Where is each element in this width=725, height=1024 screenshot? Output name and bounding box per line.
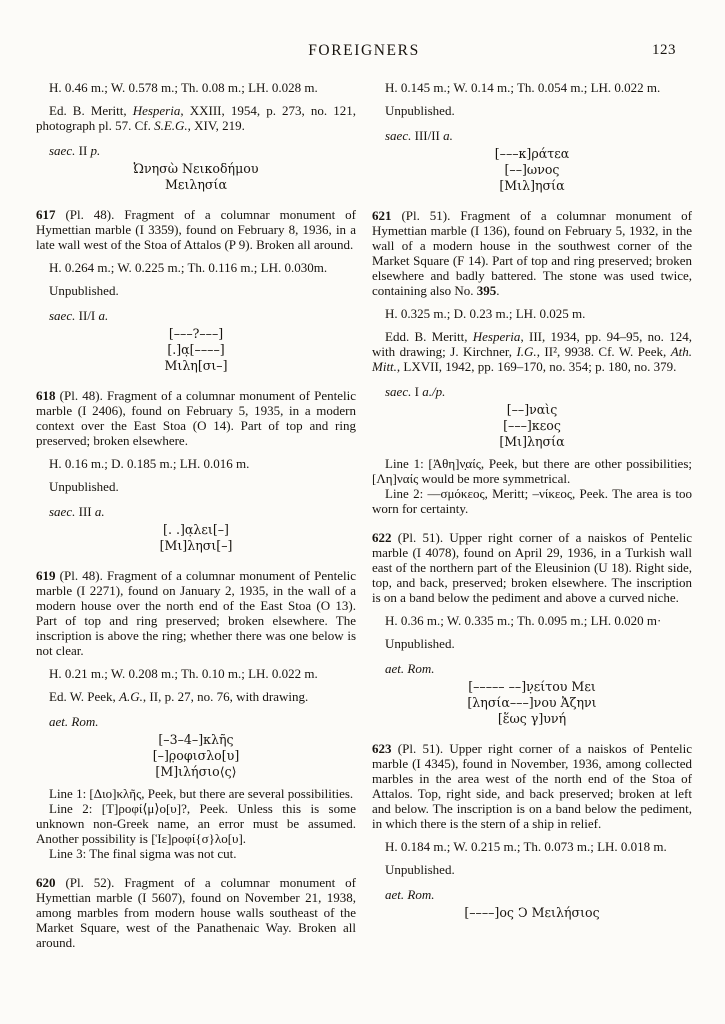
text-segment: saec. — [49, 308, 76, 323]
text-segment: II/I — [75, 308, 99, 323]
text-segment: (Pl. 51). Upper right corner of a naiskos of Pentelic marble (I 4078), found on April 29, 1936, in a Turkish wall east of the northern part of the Eleusinion (U 18). Right side, top, and back, preserved; broken elsewhere. The inscription is on a band below the pediment and above a curved niche. — [372, 530, 692, 605]
text-segment: H. 0.36 m.; W. 0.335 m.; Th. 0.095 m.; LH. 0.020 m· — [385, 613, 662, 628]
entry-619-paragraph — [36, 568, 356, 658]
text-segment: (Pl. 51). Fragment of a columnar monument of Hymettian marble (I 136), found on February 5, 1932, in the wall of a modern house in the southwest corner of the Market Square (F 14). Part of top and ring preserved; broken elsewhere and badly battered. The stone was used twice, containing also No. — [372, 208, 692, 298]
greek-inscription — [372, 905, 692, 921]
greek-inscription — [36, 326, 356, 374]
greek-inscription — [36, 161, 356, 193]
text-segment: (Pl. 48). Fragment of a columnar monument of Pentelic marble (I 2406), found on February 5, 1935, in a modern context over the East Stoa (O 14). Part of top and ring preserved; broken elsewhere. — [36, 388, 356, 448]
publication-status — [372, 103, 692, 118]
entry-620-paragraph — [36, 875, 356, 950]
text-segment: , XXIII, 1954, p. 273, no. 121, photograph pl. 57. Cf. — [36, 103, 357, 133]
entry-623-paragraph — [372, 741, 692, 831]
measurement-line — [36, 666, 356, 681]
text-segment: Unpublished. — [385, 636, 455, 651]
greek-inscription — [36, 732, 356, 780]
greek-line: [––]ναὶς — [506, 402, 558, 417]
entry-618-paragraph — [36, 388, 356, 448]
publication-status — [36, 283, 356, 298]
text-segment: Unpublished. — [49, 283, 119, 298]
entry-number: 622 — [372, 530, 392, 545]
text-segment: H. 0.21 m.; W. 0.208 m.; Th. 0.10 m.; LH. 0.022 m. — [49, 666, 318, 681]
text-segment: III — [75, 504, 95, 519]
greek-line: [ἕως γ]υνή — [497, 711, 567, 726]
text-segment: Line 3: The final sigma was not cut. — [49, 846, 237, 861]
text-segment: Ath. Mitt. — [372, 344, 693, 374]
entry-number: 621 — [372, 208, 392, 223]
text-segment: , LXVII, 1942, pp. 169–170, no. 354; p. 180, no. 379. — [396, 359, 677, 374]
date-line — [372, 128, 692, 143]
greek-line: [Μι]λησι[–] — [159, 538, 233, 553]
reference-line — [372, 329, 692, 374]
entry-number: 395 — [476, 283, 497, 298]
column-right — [372, 78, 692, 950]
text-segment: A.G. — [119, 689, 143, 704]
commentary-note — [36, 801, 356, 846]
greek-line: [.]α̣[––––] — [167, 342, 225, 357]
text-segment: H. 0.145 m.; W. 0.14 m.; Th. 0.054 m.; LH. 0.022 m. — [385, 80, 661, 95]
text-segment: aet. Rom. — [49, 714, 99, 729]
text-segment: Line 1: [Ἀθη]ν̣αίς, Peek, but there are other possibilities; [Λη]ναίς would be more symmetrical. — [372, 456, 692, 486]
greek-inscription — [36, 522, 356, 554]
entry-number: 618 — [36, 388, 56, 403]
text-segment: saec. — [49, 143, 76, 158]
greek-line: [Μ]ιλήσιο⟨ς⟩ — [155, 764, 237, 779]
text-segment: saec. — [385, 128, 412, 143]
reference-line — [36, 103, 356, 133]
date-line — [372, 661, 692, 676]
measurement-line — [372, 613, 692, 628]
date-line — [372, 384, 692, 399]
page-title: FOREIGNERS — [308, 42, 420, 59]
text-segment: H. 0.184 m.; W. 0.215 m.; Th. 0.073 m.; LH. 0.018 m. — [385, 839, 667, 854]
text-segment: , II², 9938. Cf. W. Peek, — [536, 344, 671, 359]
text-segment: Unpublished. — [385, 862, 455, 877]
text-segment: saec. — [49, 504, 76, 519]
greek-inscription — [372, 402, 692, 450]
entry-622-paragraph — [372, 530, 692, 605]
text-segment: Edd. B. Meritt, — [385, 329, 473, 344]
greek-inscription — [372, 146, 692, 194]
greek-line: [λησία–––]νου Ἀζηνι — [467, 695, 597, 710]
text-segment: (Pl. 48). Fragment of a columnar monument of Hymettian marble (I 3359), found on February 8, 1936, in a late wall west of the Stoa of Attalos (P 9). Broken all around. — [36, 207, 356, 252]
text-segment: , III, 1934, pp. 94–95, no. 124, with drawing; J. Kirchner, — [372, 329, 692, 359]
publication-status — [372, 636, 692, 651]
measurement-line — [372, 80, 692, 95]
greek-line: [––]ωνος — [504, 162, 560, 177]
text-segment: Ed. B. Meritt, — [49, 103, 133, 118]
text-segment: H. 0.264 m.; W. 0.225 m.; Th. 0.116 m.; LH. 0.030m. — [49, 260, 328, 275]
text-segment: aet. Rom. — [385, 661, 435, 676]
running-head — [36, 42, 692, 64]
commentary-note — [36, 786, 356, 801]
text-columns — [36, 78, 692, 950]
greek-line: Μειλησία — [165, 177, 227, 192]
text-segment: Unpublished. — [385, 103, 455, 118]
date-line — [36, 308, 356, 323]
text-segment: (Pl. 52). Fragment of a columnar monument of Hymettian marble (I 5607), found on November 21, 1938, among marbles from modern house walls southeast of the Market Square, west of the Panathenaic Way. Broken all around. — [36, 875, 356, 950]
commentary-note — [36, 846, 356, 861]
greek-line: [–––?–––] — [168, 326, 224, 341]
text-segment: H. 0.46 m.; W. 0.578 m.; Th. 0.08 m.; LH. 0.028 m. — [49, 80, 318, 95]
reference-line — [36, 689, 356, 704]
text-segment: . — [496, 283, 500, 298]
text-segment: aet. Rom. — [385, 887, 435, 902]
text-segment: S.E.G. — [154, 118, 188, 133]
text-segment: a. — [94, 504, 105, 519]
commentary-note — [372, 456, 692, 486]
greek-inscription — [372, 679, 692, 727]
date-line — [36, 504, 356, 519]
measurement-line — [372, 839, 692, 854]
text-segment: H. 0.16 m.; D. 0.185 m.; LH. 0.016 m. — [49, 456, 250, 471]
column-left — [36, 78, 356, 950]
measurement-line — [36, 80, 356, 95]
greek-line: [–3–4–]κλῆς — [158, 732, 234, 747]
text-segment: Ed. W. Peek, — [49, 689, 120, 704]
text-segment: (Pl. 51). Upper right corner of a naiskos of Pentelic marble (I 4345), found in November, 1936, among collected marbles in the area west of the north end of the Stoa of Attalos. Top, right side, and back preserved; broken at left and below. The inscription is on a band below the pediment, in which there is the stern of a ship in relief. — [372, 741, 692, 831]
measurement-line — [372, 306, 692, 321]
text-segment: I.G. — [516, 344, 537, 359]
text-segment: II — [75, 143, 91, 158]
entry-621-paragraph — [372, 208, 692, 298]
entry-number: 617 — [36, 207, 56, 222]
measurement-line — [36, 260, 356, 275]
publication-status — [36, 479, 356, 494]
text-segment: Line 2: ––σμόκεος, Meritt; –νίκεος, Peek. The area is too worn for certainty. — [372, 486, 692, 516]
measurement-line — [36, 456, 356, 471]
greek-line: [––––]ος Ͻ Μειλήσιος — [464, 905, 600, 920]
greek-line: [–]ρ̣οφισλο[υ] — [152, 748, 240, 763]
greek-line: [Μιλ]ησία — [499, 178, 565, 193]
greek-line: [–––]κεος — [503, 418, 561, 433]
greek-line: [–––κ]ράτεα — [494, 146, 570, 161]
greek-line: [. .]α̣λει[–] — [163, 522, 229, 537]
publication-status — [372, 862, 692, 877]
text-segment: (Pl. 48). Fragment of a columnar monument of Pentelic marble (I 2271), found on January 2, 1935, in the wall of a modern house over the north end of the East Stoa (O 13). Part of top and ring preserved; broken elsewhere. The inscription is above the ring; whether there was one below is not clear. — [36, 568, 356, 658]
date-line — [36, 714, 356, 729]
text-segment: saec. — [385, 384, 412, 399]
text-segment: p. — [90, 143, 101, 158]
text-segment: , XIV, 219. — [187, 118, 245, 133]
text-segment: Line 2: [Τ]ροφί⟨μ⟩ο[υ]?, Peek. Unless this is some unknown non-Greek name, an error must be assumed. Another possibility is [Ἱε]ροφί{σ}λο[υ]. — [36, 801, 356, 846]
text-segment: III/II — [411, 128, 444, 143]
page-number: 123 — [652, 42, 676, 58]
text-segment: H. 0.325 m.; D. 0.23 m.; LH. 0.025 m. — [385, 306, 586, 321]
greek-line: [Μι]λησία — [499, 434, 565, 449]
text-segment: Hesperia — [472, 329, 521, 344]
entry-number: 620 — [36, 875, 56, 890]
entry-617-paragraph — [36, 207, 356, 252]
text-segment: , II, p. 27, no. 76, with drawing. — [142, 689, 309, 704]
text-segment: a. — [98, 308, 109, 323]
text-segment: Hesperia — [132, 103, 181, 118]
date-line — [372, 887, 692, 902]
text-segment: Line 1: [Διο]κλῆς, Peek, but there are several possibilities. — [49, 786, 354, 801]
date-line — [36, 143, 356, 158]
text-segment: a./p. — [422, 384, 446, 399]
entry-number: 623 — [372, 741, 392, 756]
commentary-note — [372, 486, 692, 516]
text-segment: a. — [443, 128, 453, 143]
greek-line: [––––– ––]ν̣είτου Μει — [468, 679, 596, 694]
greek-line: Ὠνησὼ Νεικοδήμου — [133, 161, 259, 176]
text-segment: I — [411, 384, 423, 399]
entry-number: 619 — [36, 568, 56, 583]
greek-line: Μιλη[σι–] — [164, 358, 228, 373]
text-segment: Unpublished. — [49, 479, 119, 494]
